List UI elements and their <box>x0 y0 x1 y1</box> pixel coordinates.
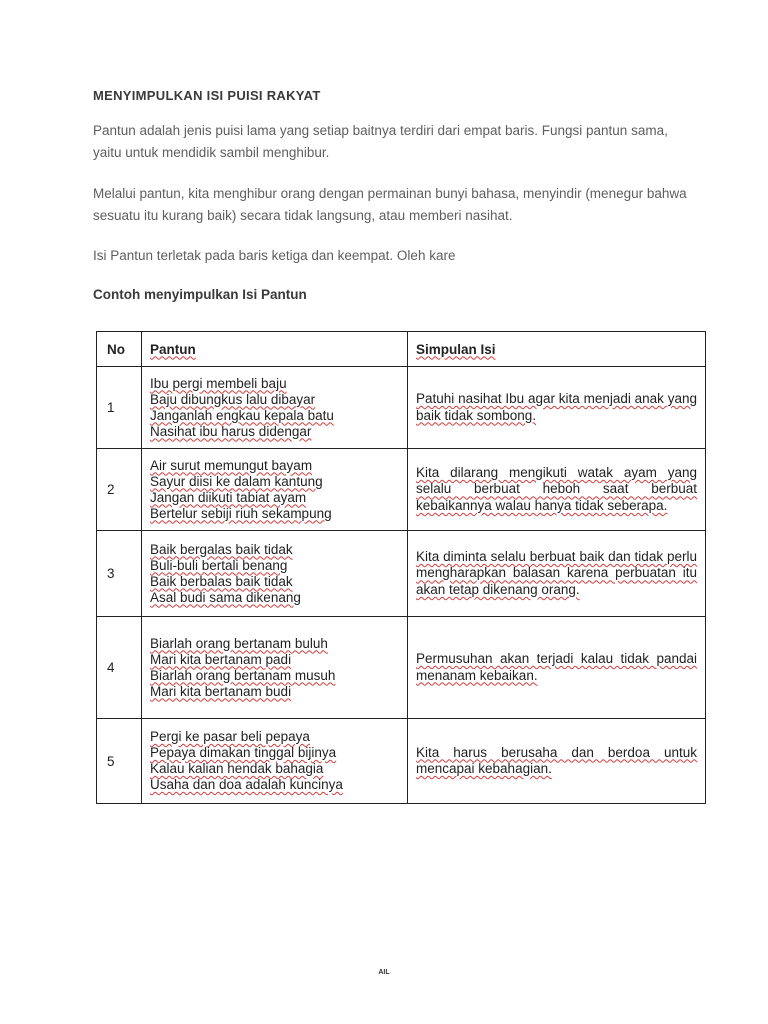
paragraph-function: Melalui pantun, kita menghibur orang dengan permainan bunyi bahasa, menyindir (menegur bahwa sesuatu itu kurang baik) secara tidak langsung, atau memberi nasihat. <box>93 186 687 223</box>
pantun-line: Janganlah engkau kepala batu <box>150 407 334 423</box>
pantun-line: Mari kita bertanam budi <box>150 683 292 699</box>
table-row <box>97 617 706 719</box>
pantun-line: Asal budi sama dikenang <box>150 589 301 605</box>
pantun-line: Pergi ke pasar beli pepaya <box>150 729 310 744</box>
simpulan-cell: Kita dilarang mengikuti watak ayam yang selalu berbuat heboh saat berbuat kebaikannya walau hanya tidak seberapa. <box>408 449 706 531</box>
pantun-cell <box>142 719 408 804</box>
pantun-cell <box>142 531 408 617</box>
header-pantun: Pantun <box>142 332 408 367</box>
simpulan-cell: Patuhi nasihat Ibu agar kita menjadi anak yang baik tidak sombong. <box>408 367 706 449</box>
pantun-line: Mari kita bertanam padi <box>150 651 292 667</box>
pantun-line: Baju dibungkus lalu dibayar <box>150 391 316 407</box>
table-row <box>97 449 706 531</box>
pantun-table <box>96 331 706 804</box>
pantun-line: Biarlah orang bertanam buluh <box>150 635 328 651</box>
table-header-row <box>97 332 706 367</box>
pantun-line: Ibu pergi membeli baju <box>150 375 287 391</box>
page-footer: AIL <box>378 969 390 976</box>
pantun-line: Nasihat ibu harus didengar <box>150 423 312 439</box>
pantun-cell <box>142 367 408 449</box>
pantun-line: Jangan diikuti tabiat ayam <box>150 489 307 505</box>
row-number: 3 <box>97 531 142 617</box>
pantun-line: Air surut memungut bayam <box>150 457 313 473</box>
header-no: No <box>97 332 142 367</box>
pantun-line: Buli-buli bertali benang <box>150 557 288 573</box>
section-subtitle: Contoh menyimpulkan Isi Pantun <box>93 287 307 302</box>
paragraph-content: Isi Pantun terletak pada baris ketiga dan keempat. Oleh kare <box>93 248 456 263</box>
row-number: 2 <box>97 449 142 531</box>
simpulan-cell: Permusuhan akan terjadi kalau tidak pandai menanam kebaikan. <box>408 617 706 719</box>
pantun-line: Pepaya dimakan tinggal bijinya <box>150 745 337 760</box>
pantun-cell <box>142 449 408 531</box>
simpulan-cell: Kita diminta selalu berbuat baik dan tidak perlu mengharapkan balasan karena perbuatan itu akan tetap dikenang orang. <box>408 531 706 617</box>
header-simpulan: Simpulan Isi <box>408 332 706 367</box>
pantun-line: Baik berbalas baik tidak <box>150 573 293 589</box>
row-number: 4 <box>97 617 142 719</box>
pantun-line: Usaha dan doa adalah kuncinya <box>150 777 343 792</box>
page-title: MENYIMPULKAN ISI PUISI RAKYAT <box>93 88 321 103</box>
pantun-line: Kalau kalian hendak bahagia <box>150 761 324 776</box>
pantun-line: Biarlah orang bertanam musuh <box>150 667 336 683</box>
row-number: 5 <box>97 719 142 804</box>
simpulan-cell: Kita harus berusaha dan berdoa untuk mencapai kebahagian. <box>408 719 706 804</box>
paragraph-intro: Pantun adalah jenis puisi lama yang setiap baitnya terdiri dari empat baris. Fungsi pantun sama, yaitu untuk mendidik sambil menghibur. <box>93 123 668 160</box>
table-row <box>97 531 706 617</box>
row-number: 1 <box>97 367 142 449</box>
table-row <box>97 719 706 804</box>
pantun-line: Baik bergalas baik tidak <box>150 541 293 557</box>
pantun-cell <box>142 617 408 719</box>
table-row <box>97 367 706 449</box>
pantun-line: Bertelur sebiji riuh sekampung <box>150 505 332 521</box>
pantun-line: Sayur diisi ke dalam kantung <box>150 473 323 489</box>
